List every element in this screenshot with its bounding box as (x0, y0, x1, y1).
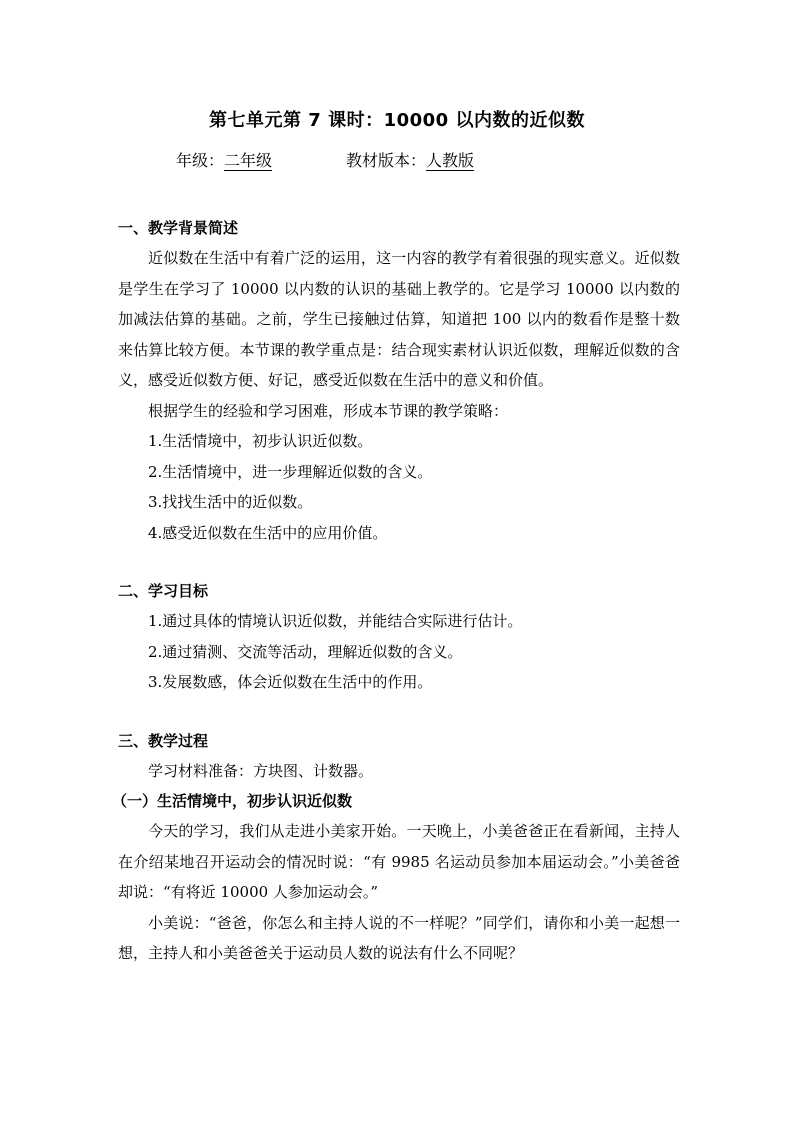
materials-line: 学习材料准备：方块图、计数器。 (148, 761, 374, 780)
goal-item: 3.发展数感，体会近似数在生活中的作用。 (148, 673, 433, 691)
strategy-intro: 根据学生的经验和学习困难，形成本节课的教学策略： (148, 401, 509, 420)
strategy-item: 4.感受近似数在生活中的应用价值。 (148, 523, 388, 542)
grade-value: 二年级 (224, 151, 273, 170)
section-heading-background: 一、教学背景简述 (118, 219, 239, 237)
lesson-meta (176, 148, 474, 171)
edition-value: 人教版 (426, 151, 475, 170)
strategy-item: 1.生活情境中，初步认识近似数。 (148, 432, 373, 450)
strategy-item: 3.找找生活中的近似数。 (148, 493, 313, 511)
subsection-heading: （一）生活情境中，初步认识近似数 (112, 792, 353, 810)
document-body (112, 213, 680, 969)
lesson-title: 第七单元第 7 课时：10000 以内数的近似数 (209, 110, 585, 131)
goal-item: 1.通过具体的情境认识近似数，并能结合实际进行估计。 (148, 612, 523, 630)
process-paragraph: 小美说：“爸爸，你怎么和主持人说的不一样呢？”同学们，请你和小美一起想一想，主持人和小美爸爸关于运动员人数的说法有什么不同呢？ (118, 913, 680, 962)
grade-label: 年级： (176, 151, 225, 170)
process-paragraph: 今天的学习，我们从走进小美家开始。一天晚上，小美爸爸正在看新闻，主持人在介绍某地召开运动会的情况时说：“有 9985 名运动员参加本届运动会。”小美爸爸却说：“有将近 10000 人参加运动会。” (118, 822, 680, 901)
edition-label: 教材版本： (346, 151, 427, 170)
section-heading-process: 三、教学过程 (118, 731, 209, 750)
goal-item: 2.通过猜测、交流等活动，理解近似数的含义。 (148, 642, 463, 661)
background-paragraph: 近似数在生活中有着广泛的运用，这一内容的教学有着很强的现实意义。近似数是学生在学习了 10000 以内数的认识的基础上教学的。它是学习 10000 以内数的加减法估算的基础。之前，学生已接触过估算，知道把 100 以内的数看作是整十数来估算比较方便。本节课的教学重点是：结合现实素材认识近似数，理解近似数的含义，感受近似数方便、好记，感受近似数在生活中的意义和价值。 (118, 249, 680, 389)
strategy-item: 2.生活情境中，进一步理解近似数的含义。 (148, 462, 433, 481)
section-heading-goals: 二、学习目标 (118, 582, 209, 600)
